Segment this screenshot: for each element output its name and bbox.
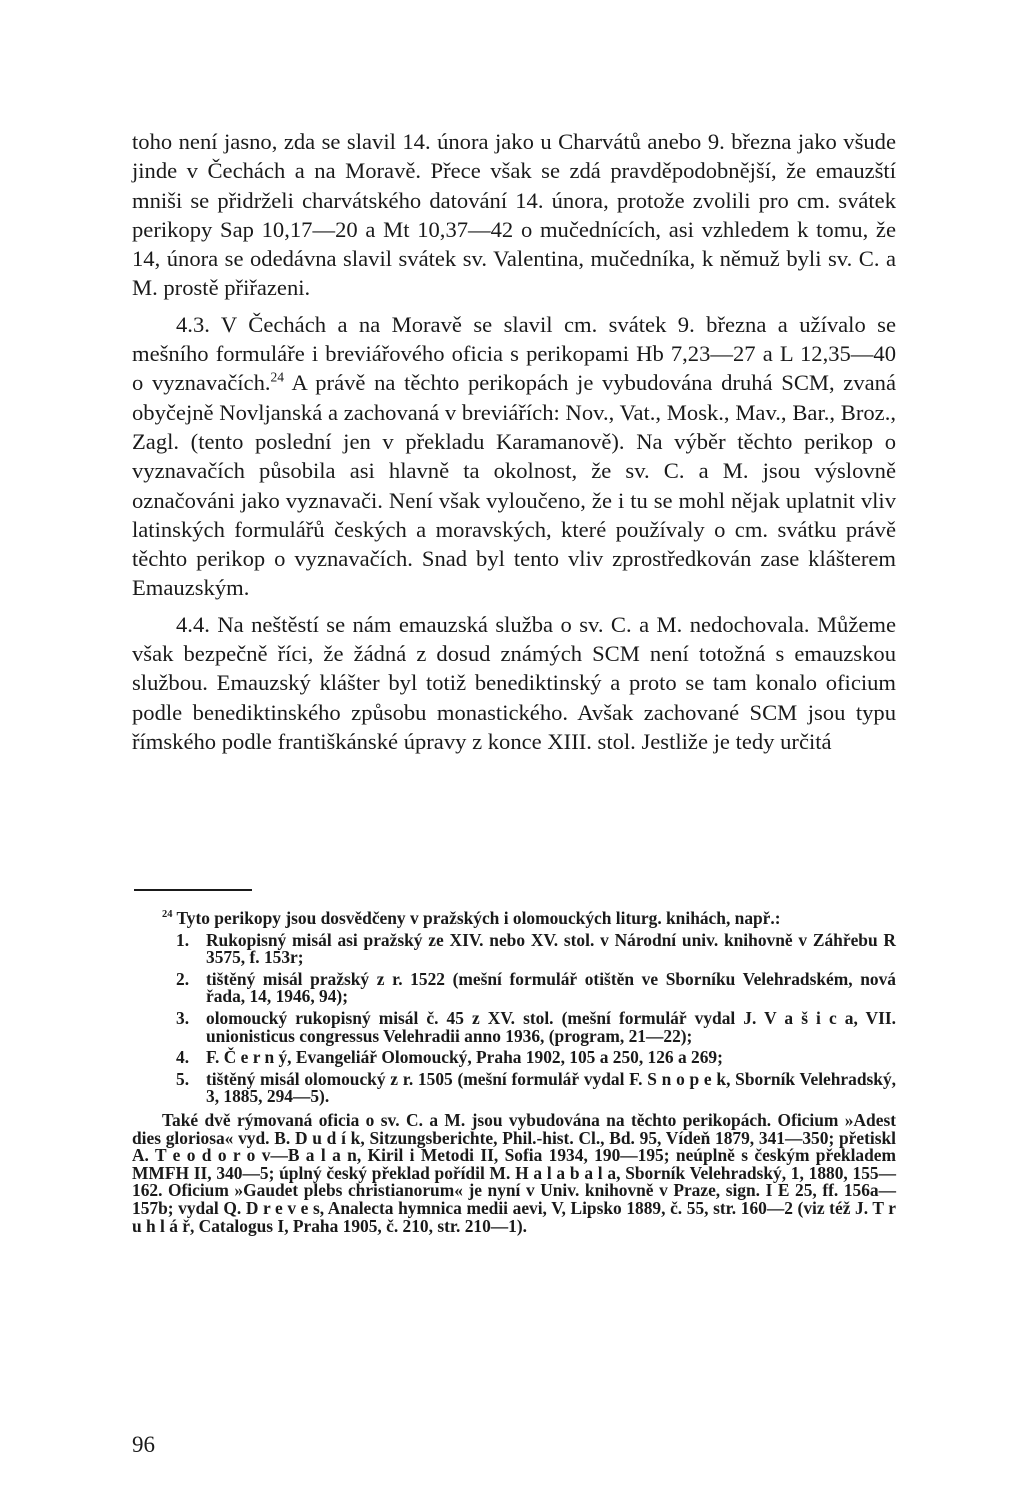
paragraph-2-start: 4.3. V Čechách a na Moravě se slavil cm. svátek 9. března a užívalo se mešního formuláře i breviářového oficia s perikopami Hb 7,23—27 a L 12,35—40 o vyznavačích. bbox=[132, 311, 896, 396]
list-item-number: 2. bbox=[176, 968, 190, 989]
footnote-intro bbox=[132, 910, 896, 928]
list-item-text: tištěný misál olomoucký z r. 1505 (mešní formulář vydal F. S n o p e k, Sborník Velehradský, 3, 1885, 294—5). bbox=[206, 1068, 896, 1107]
list-item-number: 3. bbox=[176, 1007, 190, 1028]
footnotes bbox=[132, 910, 896, 1235]
list-item-text: tištěný misál pražský z r. 1522 (mešní formulář otištěn ve Sborníku Velehradském, nová řada, 14, 1946, 94); bbox=[206, 968, 896, 1007]
list-item-number: 4. bbox=[176, 1047, 190, 1068]
footnote-reference: 24 bbox=[270, 369, 285, 385]
footnote-closing: Také dvě rýmovaná oficia o sv. C. a M. jsou vybudována na těchto perikopách. Oficium »Adest dies gloriosa« vyd. B. D u d í k, Sitzungsberichte, Phil.-hist. Cl., Bd. 95, Vídeň 1879, 341—350; přetiskl A. T e o d o r o v—B a l a n, Kiril i Metodi II, Sofia 1934, 190—195; neúplně s českým překladem MMFH II, 340—5; úplný český překlad pořídil M. H a l a b a l a, Sborník Velehradský, 1, 1880, 155—162. Oficium »Gaudet plebs christianorum« je nyní v Univ. knihovně v Praze, sign. I E 25, ff. 156a—157b; vydal Q. D r e v e s, Analecta hymnica medii aevi, V, Lipsko 1889, č. 55, str. 160—2 (viz též J. T r u h l á ř, Catalogus I, Praha 1905, č. 210, str. 210—1). bbox=[132, 1109, 896, 1236]
list-item-text: Rukopisný misál asi pražský ze XIV. nebo XV. stol. v Národní univ. knihovně v Záhřebu R 3575, f. 153r; bbox=[206, 929, 896, 968]
paragraph-2 bbox=[132, 310, 896, 603]
list-item-number: 1. bbox=[176, 929, 190, 950]
footnote-list bbox=[132, 929, 896, 1107]
footnote-list-item bbox=[132, 968, 896, 1007]
list-item-text: olomoucký rukopisný misál č. 45 z XV. stol. (mešní formulář vydal J. V a š i c a, VII. unionisticus congressus Velehradii anno 1936, (program, 21—22); bbox=[206, 1007, 896, 1046]
footnote-marker: 24 bbox=[162, 909, 173, 921]
paragraph-1: toho není jasno, zda se slavil 14. února jako u Charvátů anebo 9. března jako všude jinde v Čechách a na Moravě. Přece však se zdá pravděpodobnější, že emauzští mniši se přidrželi charvátského datování 14. února, protože zvolili pro cm. svátek perikopy Sap 10,17—20 a Mt 10,37—42 o mučednících, asi vzhledem k tomu, že 14, února se odedávna slavil svátek sv. Valentina, mučedníka, k němuž byli sv. C. a M. prostě přiřazeni. bbox=[132, 129, 896, 301]
list-item-text: F. Č e r n ý, Evangeliář Olomoucký, Praha 1902, 105 a 250, 126 a 269; bbox=[206, 1047, 723, 1068]
footnote-list-item bbox=[132, 1068, 896, 1107]
list-item-number: 5. bbox=[176, 1068, 190, 1089]
footnote-list-item bbox=[132, 929, 896, 968]
paragraph-2-rest: A právě na těchto perikopách je vybudována druhá SCM, zvaná obyčejně Novljanská a zachovaná v breviářích: Nov., Vat., Mosk., Mav., Bar., Broz., Zagl. (tento poslední jen v překladu Karamanově). Na výběr těchto perikop o vyznavačích působila asi hlavně ta okolnost, že sv. C. a M. jsou výslovně označováni jako vyznavači. Není však vyloučeno, že i tu se mohl nějak uplatnit vliv latinských formulářů českých a moravských, které používaly o cm. svátku právě těchto perikop o vyznavačích. Snad byl tento vliv zprostředkován zase klášterem Emauzským. bbox=[132, 370, 896, 601]
footnote-list-item bbox=[132, 1007, 896, 1046]
page-number: 96 bbox=[132, 1432, 155, 1457]
footnote-intro-text: Tyto perikopy jsou dosvědčeny v pražských i olomouckých liturg. knihách, např.: bbox=[172, 908, 781, 928]
footnote-divider bbox=[134, 889, 252, 891]
footnote-list-item bbox=[132, 1049, 896, 1067]
main-text bbox=[132, 127, 896, 756]
paragraph-3: 4.4. Na neštěstí se nám emauzská služba o sv. C. a M. nedochovala. Můžeme však bezpečně říci, že žádná z dosud známých SCM není totožná s emauzskou službou. Emauzský klášter byl totiž benediktinský a proto se tam konalo oficium podle benediktinského způsobu monastického. Avšak zachované SCM jsou typu římského podle františkánské úpravy z konce XIII. stol. Jestliže je tedy určitá bbox=[132, 611, 896, 754]
